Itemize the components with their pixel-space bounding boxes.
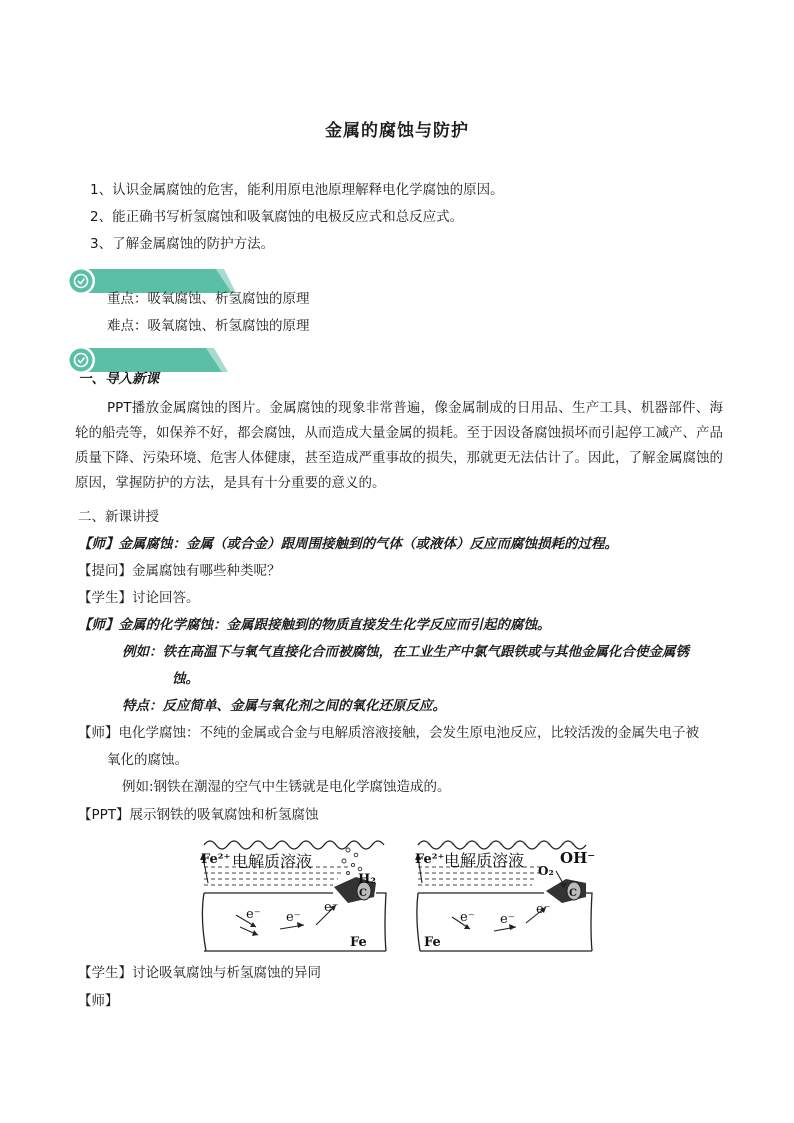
ppt-text: 展示钢铁的吸氧腐蚀和析氢腐蚀	[129, 807, 319, 823]
fe-ion-label: Fe²⁺	[415, 852, 445, 867]
chemical-definition: 金属的化学腐蚀：金属跟接触到的物质直接发生化学反应而引起的腐蚀。	[118, 617, 551, 633]
carbon-label: C	[359, 888, 367, 899]
oxygen-label: O₂	[538, 864, 554, 878]
hydroxide-label: OH⁻	[560, 849, 596, 867]
chemical-corrosion-line	[78, 615, 551, 635]
electron-label: e⁻	[536, 902, 551, 917]
hydrogen-evolution-figure	[198, 833, 390, 953]
question-line	[78, 561, 281, 581]
speaker-label: 【学生】	[78, 590, 132, 606]
solution-label: 电解质溶液	[444, 851, 525, 870]
electron-label: e⁻	[460, 910, 475, 925]
difficult-point: 难点：吸氧腐蚀、析氢腐蚀的原理	[107, 318, 310, 334]
electrochemical-line	[78, 723, 699, 743]
page-title: 金属的腐蚀与防护	[325, 121, 469, 141]
electrochemical-example: 例如:钢铁在潮湿的空气中生锈就是电化学腐蚀造成的。	[122, 779, 451, 795]
question-text: 金属腐蚀有哪些种类呢？	[132, 563, 281, 579]
section-1-heading: 一、导入新课	[78, 371, 159, 387]
h2-label: H₂	[358, 872, 376, 887]
fe-ion-label: Fe²⁺	[201, 852, 231, 867]
ppt-line	[78, 805, 319, 825]
carbon-electrode	[546, 879, 586, 903]
electron-label: e⁻	[500, 912, 515, 927]
teacher-end-line	[78, 991, 119, 1011]
teacher-definition	[78, 534, 618, 554]
student-discussion-line	[78, 963, 321, 983]
speaker-label: 【提问】	[78, 563, 132, 579]
electrochemical-definition: 电化学腐蚀：不纯的金属或合金与电解质溶液接触，会发生原电池反应，比较活泼的金属失电子被	[118, 725, 699, 741]
electron-label: e⁻	[324, 900, 339, 915]
oxygen-absorption-figure	[414, 833, 596, 953]
iron-label: Fe	[350, 935, 367, 950]
chemical-example-2: 蚀。	[172, 671, 199, 687]
objective-1: 1、认识金属腐蚀的危害，能利用原电池原理解释电化学腐蚀的原因。	[90, 182, 504, 198]
electron-label: e⁻	[246, 907, 261, 922]
electrochemical-definition-cont: 氧化的腐蚀。	[107, 752, 188, 768]
key-point: 重点：吸氧腐蚀、析氢腐蚀的原理	[107, 291, 310, 307]
electron-label: e⁻	[286, 910, 301, 925]
definition-text: 金属腐蚀：金属（或合金）跟周围接触到的气体（或液体）反应而腐蚀损耗的过程。	[118, 536, 618, 552]
student-line	[78, 588, 200, 608]
speaker-label: 【师】	[78, 617, 119, 633]
speaker-label: 【PPT】	[78, 807, 130, 823]
iron-label: Fe	[424, 935, 441, 950]
speaker-label: 【学生】	[78, 965, 132, 981]
section-2-heading: 二、新课讲授	[78, 509, 159, 525]
student-discussion-text: 讨论吸氧腐蚀与析氢腐蚀的异同	[132, 965, 321, 981]
objective-3: 3、了解金属腐蚀的防护方法。	[90, 236, 275, 252]
speaker-label: 【师】	[78, 725, 119, 741]
speaker-label: 【师】	[78, 993, 119, 1009]
speaker-label: 【师】	[78, 536, 119, 552]
solution-label: 电解质溶液	[232, 852, 313, 871]
chemical-feature: 特点：反应简单、金属与氧化剂之间的氧化还原反应。	[122, 698, 446, 714]
objective-2: 2、能正确书写析氢腐蚀和吸氧腐蚀的电极反应式和总反应式。	[90, 209, 464, 225]
carbon-label: C	[569, 888, 577, 899]
intro-paragraph: PPT播放金属腐蚀的图片。金属腐蚀的现象非常普遍，像金属制成的日用品、生产工具、机器部件、海轮的船壳等，如保养不好，都会腐蚀，从而造成大量金属的损耗。至于因设备腐蚀损坏而引起停工减产、产品质量下降、污染环境、危害人体健康，甚至造成严重事故的损失，那就更无法估计了。因此，了解金属腐蚀的原因，掌握防护的方法，是具有十分重要的意义的。	[75, 400, 723, 491]
student-text: 讨论回答。	[132, 590, 200, 606]
chemical-example-1: 例如：铁在高温下与氧气直接化合而被腐蚀，在工业生产中氯气跟铁或与其他金属化合使金属锈	[122, 644, 689, 660]
